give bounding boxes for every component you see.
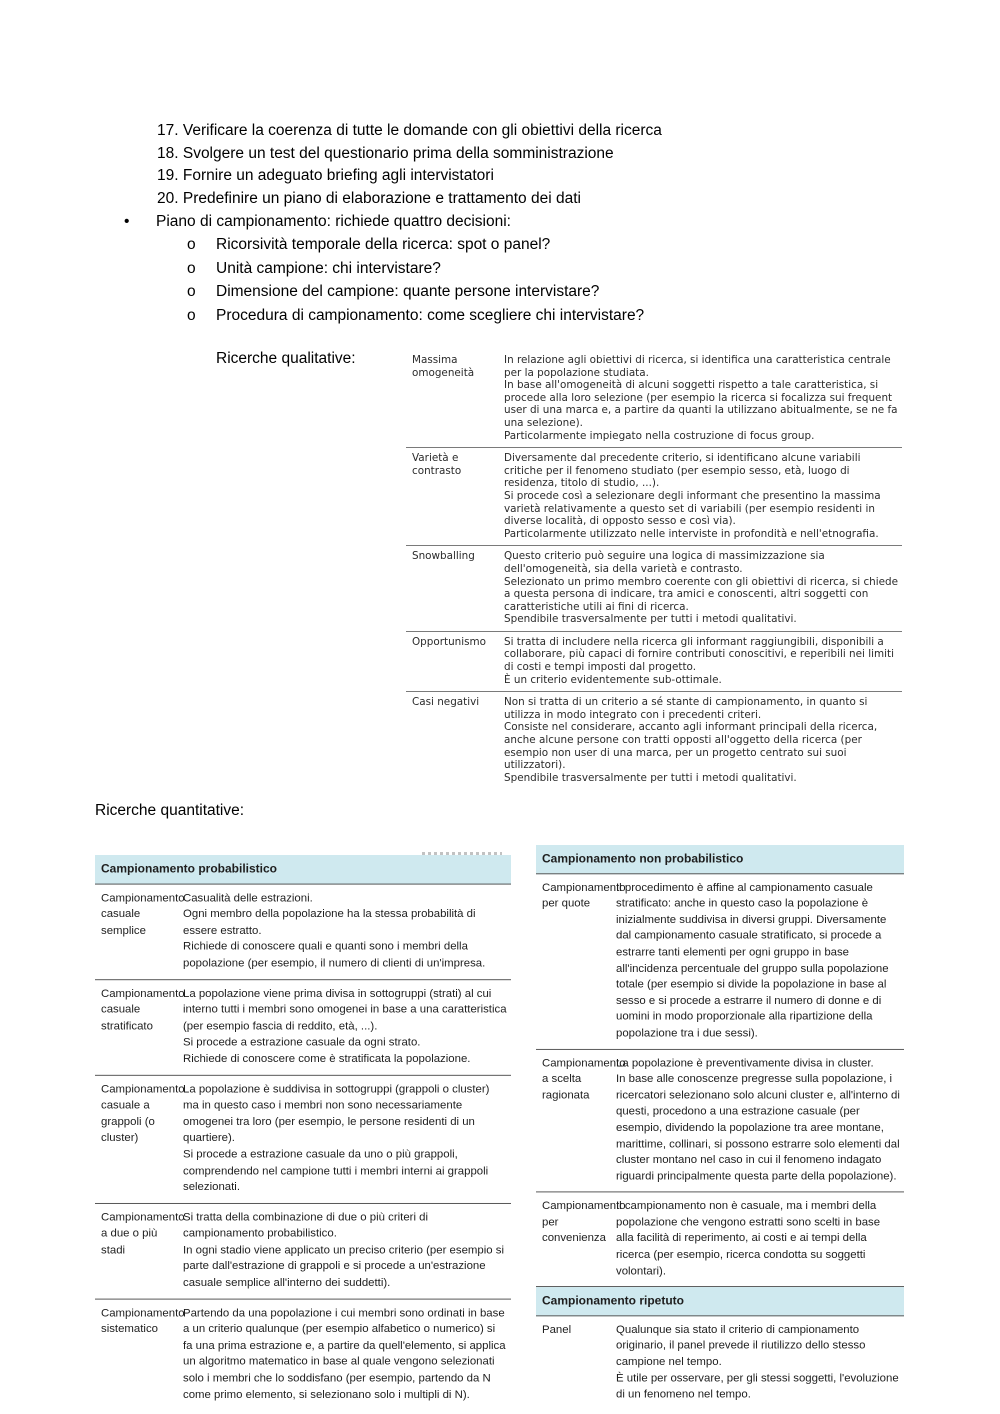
row-key: Snowballing [412, 550, 475, 563]
table-row [95, 884, 511, 980]
numbered-list [157, 120, 662, 210]
row-key: Campionamento casuale stratificato [101, 987, 185, 1033]
sub-item-text: Ricorsività temporale della ricerca: spot o panel? [216, 236, 551, 253]
sub-list [187, 233, 644, 327]
table-row [536, 1049, 904, 1192]
table-row [406, 546, 902, 632]
sub-marker: o [187, 283, 196, 300]
description-line: Particolarmente impiegato nella costruzione di focus group. [504, 429, 815, 442]
sub-list-item [187, 304, 644, 328]
table-title: Campionamento non probabilistico [536, 845, 904, 874]
row-description [183, 1210, 511, 1292]
description-line: Richiede di conoscere quali e quanti sono i membri della popolazione (per esempio, il numero di clienti di un'impresa. [183, 941, 486, 970]
sub-list-item [187, 280, 644, 304]
row-key: Massima omogeneità [412, 354, 475, 379]
row-key: Casi negativi [412, 696, 480, 709]
bullet-item [124, 211, 511, 234]
description-line: La popolazione viene prima divisa in sottogruppi (strati) al cui interno tutti i membri sono omogenei in base a una caratteristica (per esempio fascia di reddito, età, ...). [183, 987, 507, 1033]
description-line: Ogni membro della popolazione ha la stessa probabilità di essere estratto. [183, 908, 476, 937]
qualitative-label: Ricerche qualitative: [216, 350, 356, 367]
description-line: Particolarmente utilizzato nelle interviste in profondità e nell'etnografia. [504, 527, 879, 540]
row-description [616, 1322, 904, 1403]
row-description [504, 354, 902, 442]
table-row [536, 1316, 904, 1410]
sub-list-item [187, 257, 644, 281]
description-line: Si procede a estrazione casuale da uno o più grappoli, comprendendo nel campione tutti i membri interni ai grappoli selezionati. [183, 1148, 489, 1194]
description-line: Il campionamento non è casuale, ma i membri della popolazione che vengono estratti sono scelti in base alla facilità di reperimento, ai costi e ai tempi della ricerca (per esempio, ricerca condotta su soggetti volontari). [616, 1200, 881, 1277]
table-row [95, 1299, 511, 1410]
table-row [406, 448, 902, 546]
sub-marker: o [187, 236, 196, 253]
row-key: Campionamento sistematico [101, 1307, 185, 1336]
table-title: Campionamento ripetuto [536, 1287, 904, 1316]
table-row [406, 632, 902, 692]
description-line: Il procedimento è affine al campionamento casuale stratificato: anche in questo caso la popolazione è inizialmente suddivisa in diversi gruppi. Diversamente dal campionamento casuale stratificato, si procede a estrarre tanti elementi per ogni gruppo in base all'incidenza percentuale del gruppo sulla popolazione totale (per esempio si divide la popolazione in base al sesso e si procede a estrarre il numero di donne e di uomini in modo proporzionale alla ripartizione della popolazione tra i due sessi). [616, 881, 889, 1040]
list-item: 18. Svolgere un test del questionario prima della somministrazione [157, 144, 614, 162]
description-line: Casualità delle estrazioni. [183, 892, 313, 904]
description-line: Partendo da una popolazione i cui membri sono ordinati in base a un criterio qualunque (per esempio alfabetico o numerico) si fa una prima estrazione e, a partire da quell'elemento, si applica un algoritmo matematico in base al quale vengono selezionati solo i membri che lo soddisfano (per esempio, partendo da N come primo elemento, si selezionano solo i multipli di N). [183, 1307, 506, 1401]
list-item: 19. Fornire un adeguato briefing agli intervistatori [157, 167, 494, 184]
description-line: Si tratta di includere nella ricerca gli informant raggiungibili, disponibili a collaborare, più capaci di fornire contributi conoscitivi, e reperibili nei limiti di costi e tempi imposti dal progetto. [504, 635, 894, 674]
row-key: Varietà e contrasto [412, 452, 462, 477]
table-row [536, 1193, 904, 1288]
table-row [95, 1204, 511, 1300]
quantitative-label: Ricerche quantitative: [95, 802, 245, 819]
row-key: Campionamento a due o più stadi [101, 1211, 185, 1257]
row-description [616, 1055, 904, 1185]
table-row [406, 692, 902, 789]
description-line: Si tratta della combinazione di due o più criteri di campionamento probabilistico. [183, 1211, 429, 1240]
description-line: Consiste nel considerare, accanto agli informant principali della ricerca, anche alcune persone con tratti opposti all'oggetto della ricerca (per esempio non user di una marca, per un progetto centrato sui suoi utilizzatori). [504, 721, 878, 772]
description-line: In base alle conoscenze pregresse sulla popolazione, i ricercatori selezionano solo alcuni cluster e, all'interno di questi, procedono a una estrazione casuale (per esempio, dividendo la popolazione tra aree montane, marittime, collinari, si possono estrarre solo elementi dal cluster montano nel caso in cui il fenomeno indagato riguardi principalmente questa parte della popolazione). [616, 1073, 900, 1183]
description-line: In relazione agli obiettivi di ricerca, si identifica una caratteristica centrale per la popolazione studiata. [504, 354, 891, 379]
row-key: Campionamento a scelta ragionata [542, 1057, 626, 1102]
table-row [95, 980, 511, 1076]
row-key: Campionamento per quote [542, 881, 626, 910]
row-description [183, 1305, 511, 1403]
row-key: Panel [542, 1323, 572, 1336]
table-row [95, 1075, 511, 1203]
qualitative-table [406, 350, 902, 789]
probabilistic-table [95, 855, 511, 1410]
description-line: In base all'omogeneità di alcuni soggetti rispetto a tale caratteristica, si procede alla loro selezione (per esempio la ricerca si focalizza sui frequent user di una marca e, a partire da quanti la utilizzano abitualmente, se ne fa una selezione). [504, 379, 898, 429]
description-line: Spendibile trasversalmente per tutti i metodi qualitativi. [504, 613, 797, 626]
sub-list-item [187, 233, 644, 257]
list-item: 17. Verificare la coerenza di tutte le domande con gli obiettivi della ricerca [157, 122, 662, 139]
table-row [536, 874, 904, 1050]
description-line: Si procede così a selezionare degli informant che presentino la massima varietà relativamente a questo set di variabili (per esempio residenti in diverse località, di opposto sesso e così via). [504, 489, 881, 528]
row-key: Campionamento casuale semplice [101, 892, 185, 937]
description-line: Si procede a estrazione casuale da ogni strato. [183, 1036, 421, 1049]
non-probabilistic-table [536, 845, 904, 1410]
row-description [183, 986, 511, 1068]
description-line: In ogni stadio viene applicato un preciso criterio (per esempio si parte dall'estrazione di grappoli e si procede a un'estrazione casuale semplice all'interno dei suddetti). [183, 1244, 505, 1289]
row-key: Campionamento casuale a grappoli (o cluster) [101, 1083, 185, 1145]
row-description [504, 452, 902, 540]
description-line: Richiede di conoscere come è stratificata la popolazione. [183, 1053, 471, 1065]
description-line: È utile per osservare, per gli stessi soggetti, l'evoluzione di un fenomeno nel tempo. [616, 1372, 899, 1401]
bullet-text: Piano di campionamento: richiede quattro decisioni: [156, 213, 511, 230]
sub-marker: o [187, 259, 196, 277]
row-description [504, 696, 902, 784]
bullet-marker: • [124, 213, 130, 230]
row-description [504, 550, 902, 626]
sub-item-text: Dimensione del campione: quante persone intervistare? [216, 283, 600, 300]
sub-item-text: Procedura di campionamento: come scegliere chi intervistare? [216, 306, 645, 324]
description-line: La popolazione è preventivamente divisa in cluster. [616, 1057, 874, 1069]
table-title: Campionamento probabilistico [95, 855, 511, 884]
description-line: La popolazione è suddivisa in sottogruppi (grappoli o cluster) ma in questo caso i membri non sono necessariamente omogenei tra loro (per esempio, le persone residenti di un quartiere). [183, 1083, 490, 1145]
row-description [616, 880, 904, 1042]
description-line: È un criterio evidentemente sub-ottimale. [504, 673, 722, 686]
table-row [406, 350, 902, 448]
description-line: Spendibile trasversalmente per tutti i metodi qualitativi. [504, 771, 797, 784]
row-description [183, 1081, 511, 1196]
description-line: Non si tratta di un criterio a sé stante di campionamento, in quanto si utilizza in modo integrato con i precedenti criteri. [504, 696, 868, 721]
sub-marker: o [187, 306, 196, 324]
description-line: Questo criterio può seguire una logica di massimizzazione sia dell'omogeneità, sia della varietà e contrasto. [504, 550, 825, 575]
row-description [504, 636, 902, 686]
row-key: Opportunismo [412, 635, 487, 648]
description-line: Selezionato un primo membro coerente con gli obiettivi di ricerca, si chiede a questa persona di indicare, tra amici e conoscenti, altri soggetti con caratteristiche utili ai fini di ricerca. [504, 575, 899, 613]
description-line: Qualunque sia stato il criterio di campionamento originario, il panel prevede il riutilizzo dello stesso campione nel tempo. [616, 1323, 866, 1369]
row-description [616, 1199, 904, 1280]
list-item: 20. Predefinire un piano di elaborazione e trattamento dei dati [157, 189, 581, 207]
row-description [183, 890, 511, 972]
sub-item-text: Unità campione: chi intervistare? [216, 259, 441, 277]
description-line: Diversamente dal precedente criterio, si identificano alcune variabili critiche per il fenomeno studiato (per esempio sesso, età, luogo di residenza, titolo di studio, ...). [504, 452, 861, 490]
row-key: Campionamento per convenienza [542, 1200, 626, 1245]
